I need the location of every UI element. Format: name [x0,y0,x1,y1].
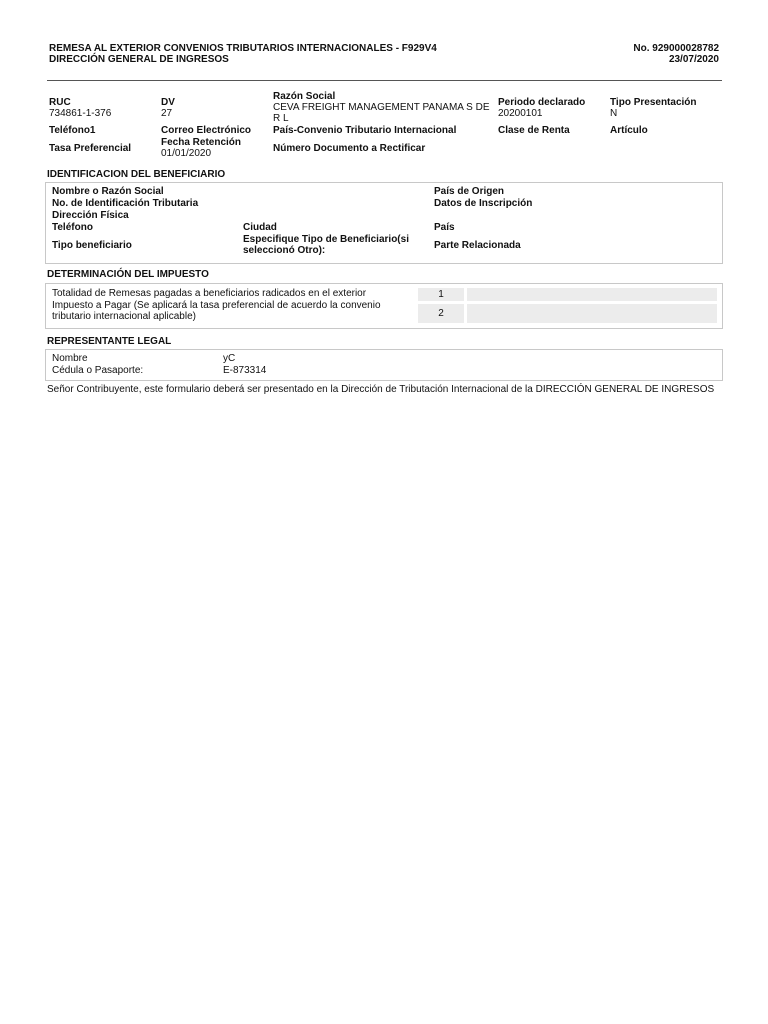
cedula-value: E-873314 [223,365,267,376]
datos-inscripcion-label: Datos de Inscripción [434,198,533,209]
agency-name: DIRECCIÓN GENERAL DE INGRESOS [49,54,229,65]
representante-nombre-value: yC [223,353,236,364]
impuesto-row-1-number: 1 [418,288,464,301]
telefono1-label: Teléfono1 [49,125,96,136]
direccion-fisica-label: Dirección Física [52,210,129,221]
representante-box [45,349,723,381]
impuesto-section-title: DETERMINACIÓN DEL IMPUESTO [47,269,209,280]
telefono-label: Teléfono [52,222,93,233]
pais-label: País [434,222,455,233]
correo-label: Correo Electrónico [161,125,252,136]
no-identificacion-label: No. de Identificación Tributaria [52,198,199,209]
especifique-tipo-label: Especifique Tipo de Beneficiario(si seleccionó Otro): [243,234,409,256]
cedula-label: Cédula o Pasaporte: [52,365,144,376]
form-date: 23/07/2020 [668,54,719,65]
footer-note: Señor Contribuyente, este formulario deberá ser presentado en la Dirección de Tributación Internacional de la DIRECCIÓN GENERAL DE INGRESOS [47,384,715,395]
representante-nombre-label: Nombre [52,353,88,364]
beneficiario-section-title: IDENTIFICACION DEL BENEFICIARIO [47,169,226,180]
fecha-retencion-label: Fecha Retención [161,137,242,148]
dv-label: DV [161,97,175,108]
pais-convenio-label: País-Convenio Tributario Internacional [273,125,457,136]
form-header-left [49,43,437,65]
fecha-retencion-value: 01/01/2020 [161,148,212,159]
beneficiario-box [45,182,723,264]
periodo-label: Periodo declarado [498,97,586,108]
articulo-label: Artículo [610,125,648,136]
nombre-razon-label: Nombre o Razón Social [52,186,164,197]
ruc-value: 734861-1-376 [49,108,112,119]
periodo-value: 20200101 [498,108,543,119]
tasa-preferencial-label: Tasa Preferencial [49,143,132,154]
impuesto-row-2-label: Impuesto a Pagar (Se aplicará la tasa preferencial de acuerdo la convenio tributario internacional aplicable) [52,300,381,322]
tipo-beneficiario-label: Tipo beneficiario [52,240,132,251]
num-doc-rectificar-label: Número Documento a Rectificar [273,143,426,154]
header-divider [47,80,722,81]
form-header-right [633,43,719,65]
impuesto-row-1-label: Totalidad de Remesas pagadas a beneficiarios radicados en el exterior [52,288,367,299]
tipo-presentacion-value: N [610,108,618,119]
ciudad-label: Ciudad [243,222,277,233]
pais-origen-label: País de Origen [434,186,505,197]
impuesto-box [45,283,723,329]
form-number: No. 929000028782 [633,43,719,54]
parte-relacionada-label: Parte Relacionada [434,240,521,251]
tipo-presentacion-label: Tipo Presentación [610,97,697,108]
impuesto-row-2-value [467,304,717,323]
razon-social-value: CEVA FREIGHT MANAGEMENT PANAMA S DE R L [273,102,490,124]
form-title: REMESA AL EXTERIOR CONVENIOS TRIBUTARIOS INTERNACIONALES - F929V4 [49,43,437,54]
impuesto-row-2-number: 2 [418,304,464,323]
razon-social-label: Razón Social [273,91,336,102]
dv-value: 27 [161,108,173,119]
representante-section-title: REPRESENTANTE LEGAL [47,336,172,347]
impuesto-row-1-value [467,288,717,301]
ruc-label: RUC [49,97,71,108]
clase-renta-label: Clase de Renta [498,125,570,136]
